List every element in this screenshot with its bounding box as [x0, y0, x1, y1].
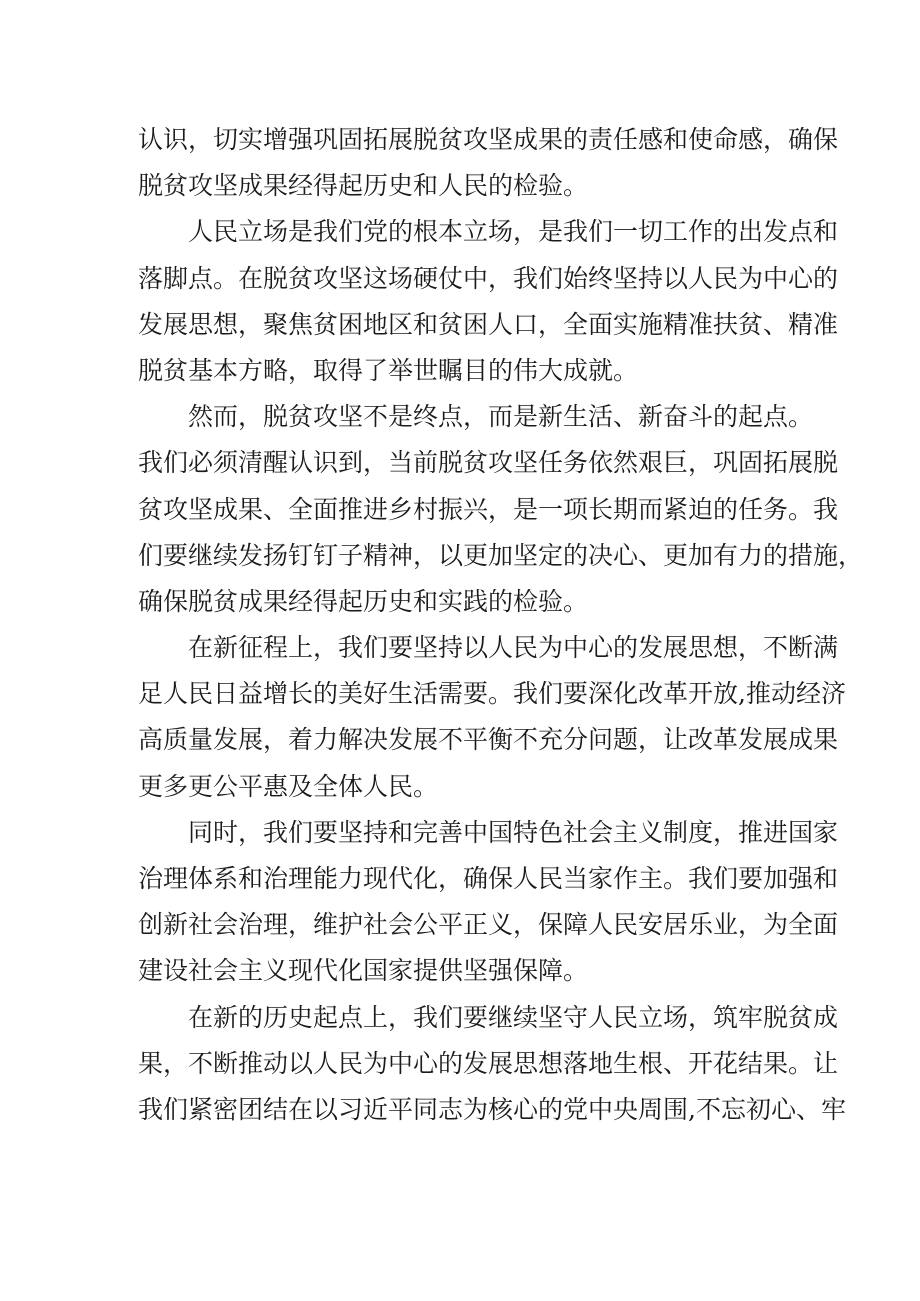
body-text — [138, 117, 864, 1133]
text-line: 建设社会主义现代化国家提供坚强保障。 — [138, 956, 589, 986]
text-line: 们要继续发扬钉钉子精神，以更加坚定的决心、更加有力的措施， — [138, 540, 864, 570]
text-line: 认识，切实增强巩固拓展脱贫攻坚成果的责任感和使命感，确保 — [138, 125, 839, 154]
paragraph — [138, 625, 846, 810]
text-line: 我们必须清醒认识到，当前脱贫攻坚任务依然艰巨，巩固拓展脱 — [138, 448, 839, 478]
text-line: 贫攻坚成果、全面推进乡村振兴，是一项长期而紧迫的任务。我 — [138, 494, 839, 524]
paragraph — [138, 810, 839, 995]
text-line: 在新征程上，我们要坚持以人民为中心的发展思想，不断满 — [188, 633, 839, 663]
text-line: 更多更公平惠及全体人民。 — [138, 771, 439, 801]
text-line: 高质量发展，着力解决发展不平衡不充分问题，让改革发展成果 — [138, 725, 839, 755]
text-line: 发展思想，聚焦贫困地区和贫困人口，全面实施精准扶贫、精准 — [138, 309, 839, 339]
text-line: 足人民日益增长的美好生活需要。我们要深化改革开放,推动经济 — [138, 679, 846, 709]
paragraph — [138, 394, 864, 625]
text-line: 脱贫基本方略，取得了举世瞩目的伟大成就。 — [138, 355, 639, 385]
paragraph — [138, 209, 839, 394]
text-line: 创新社会治理，维护社会公平正义，保障人民安居乐业，为全面 — [138, 910, 839, 940]
text-line: 落脚点。在脱贫攻坚这场硬仗中，我们始终坚持以人民为中心的 — [138, 263, 839, 293]
text-line: 果，不断推动以人民为中心的发展思想落地生根、开花结果。让 — [138, 1048, 839, 1078]
text-line: 治理体系和治理能力现代化，确保人民当家作主。我们要加强和 — [138, 864, 839, 893]
text-line: 确保脱贫成果经得起历史和实践的检验。 — [138, 586, 589, 616]
text-line: 人民立场是我们党的根本立场，是我们一切工作的出发点和 — [188, 217, 839, 247]
text-line: 在新的历史起点上，我们要继续坚守人民立场，筑牢脱贫成 — [188, 1002, 839, 1032]
paragraph — [138, 117, 839, 209]
text-line: 然而，脱贫攻坚不是终点，而是新生活、新奋斗的起点。 — [188, 402, 814, 432]
text-line: 脱贫攻坚成果经得起历史和人民的检验。 — [138, 171, 589, 201]
text-line: 我们紧密团结在以习近平同志为核心的党中央周围,不忘初心、牢 — [138, 1094, 846, 1124]
paragraph — [138, 995, 846, 1134]
text-line: 同时，我们要坚持和完善中国特色社会主义制度，推进国家 — [188, 817, 839, 847]
